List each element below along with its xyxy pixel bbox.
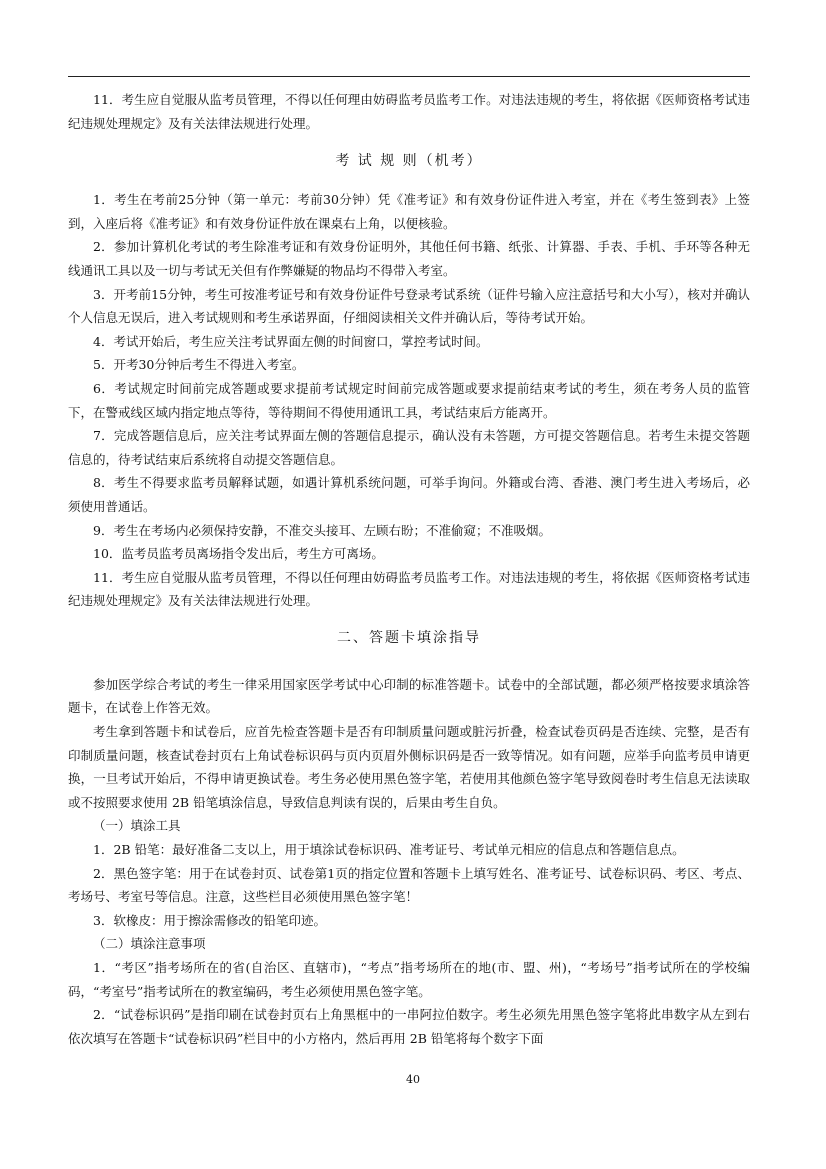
note-item: 2．“试卷标识码”是指印刷在试卷封页右上角黑框中的一串阿拉伯数字。考生必须先用黑色签字笔将此串数字从左到右依次填写在答题卡“试卷标识码”栏目中的小方格内，然后再用 2B 铅笔将每个数字下面 [68, 1007, 750, 1046]
tool-item: 3．软橡皮：用于擦涂需修改的铅笔印迹。 [93, 912, 326, 928]
exam-rules-list [68, 188, 750, 613]
page-number: 40 [406, 1073, 420, 1086]
rule-item: 9．考生在考场内必须保持安静，不准交头接耳、左顾右盼；不准偷窥；不准吸烟。 [93, 522, 551, 538]
subsection-title-tools: （一）填涂工具 [93, 818, 181, 834]
rule-item: 8．考生不得要求监考员解释试题，如遇计算机系统问题，可举手询问。外籍或台湾、香港、澳门考生进入考场后，必须使用普通话。 [68, 475, 750, 514]
page-body [68, 88, 750, 1050]
tool-item: 2．黑色签字笔：用于在试卷封页、试卷第1页的指定位置和答题卡上填写姓名、准考证号、试卷标识码、考区、考点、考场号、考室号等信息。注意，这些栏目必须使用黑色签字笔！ [68, 865, 750, 905]
answer-card-check: 考生拿到答题卡和试卷后，应首先检查答题卡是否有印制质量问题或脏污折叠，检查试卷页码是否连续、完整，是否有印制质量问题，核查试卷封页右上角试卷标识码与页内页眉外侧标识码是否一致等情况。如有问题，应举手向监考员申请更换，一旦考试开始后，不得申请更换试卷。考生务必使用黑色签字笔，若使用其他颜色签字笔导致阅卷时考生信息无法读取或不按照要求使用 2B 铅笔填涂信息，导致信息判读有误的，后果由考生自负。 [68, 724, 750, 810]
rule-item: 2．参加计算机化考试的考生除准考证和有效身份证明外，其他任何书籍、纸张、计算器、手表、手机、手环等各种无线通讯工具以及一切与考试无关但有作弊嫌疑的物品均不得带入考室。 [68, 239, 750, 278]
rule-item: 11．考生应自觉服从监考员管理，不得以任何理由妨碍监考员监考工作。对违法违规的考生，将依据《医师资格考试违纪违规处理规定》及有关法律法规进行处理。 [68, 569, 750, 609]
rule-item: 3．开考前15分钟，考生可按准考证号和有效身份证件号登录考试系统（证件号输入应注意括号和大小写），核对并确认个人信息无误后，进入考试规则和考生承诺界面，仔细阅读相关文件并确认后，等待考试开始。 [68, 286, 750, 326]
rule-item: 5．开考30分钟后考生不得进入考室。 [93, 357, 305, 373]
rule-item: 7．完成答题信息后，应关注考试界面左侧的答题信息提示，确认没有未答题，方可提交答题信息。若考生未提交答题信息的，待考试结束后系统将自动提交答题信息。 [68, 428, 750, 467]
tool-item: 1．2B 铅笔：最好准备二支以上，用于填涂试卷标识码、准考证号、考试单元相应的信息点和答题信息点。 [93, 842, 685, 858]
subsection-title-notes: （二）填涂注意事项 [93, 936, 206, 952]
section-title-answer-card: 二、答题卡填涂指导 [337, 629, 481, 646]
note-item: 1．“考区”指考场所在的省(自治区、直辖市)，“考点”指考场所在的地(市、盟、州)，“考场号”指考试所在的学校编码，“考室号”指考试所在的教室编码，考生必须使用黑色签字笔。 [68, 960, 750, 999]
rule-item: 6．考试规定时间前完成答题或要求提前考试规定时间前完成答题或要求提前结束考试的考生，须在考务人员的监管下，在警戒线区域内指定地点等待，等待期间不得使用通讯工具，考试结束后方能离开。 [68, 380, 750, 420]
rule-item: 10．监考员监考员离场指令发出后，考生方可离场。 [93, 546, 384, 562]
rule-item: 4．考试开始后，考生应关注考试界面左侧的时间窗口，掌控考试时间。 [93, 333, 489, 349]
header-rule [68, 76, 750, 77]
rule-item: 1．考生在考前25分钟（第一单元：考前30分钟）凭《准考证》和有效身份证件进入考室，并在《考生签到表》上签到，入座后将《准考证》和有效身份证件放在课桌右上角，以便核验。 [68, 192, 750, 231]
answer-card-intro: 参加医学综合考试的考生一律采用国家医学考试中心印制的标准答题卡。试卷中的全部试题，都必须严格按要求填涂答题卡，在试卷上作答无效。 [68, 676, 750, 716]
section-title-exam-rules: 考 试 规 则（机考） [335, 153, 483, 170]
intro-rule-item: 11．考生应自觉服从监考员管理，不得以任何理由妨碍监考员监考工作。对违法违规的考生，将依据《医师资格考试违纪违规处理规定》及有关法律法规进行处理。 [68, 92, 750, 131]
